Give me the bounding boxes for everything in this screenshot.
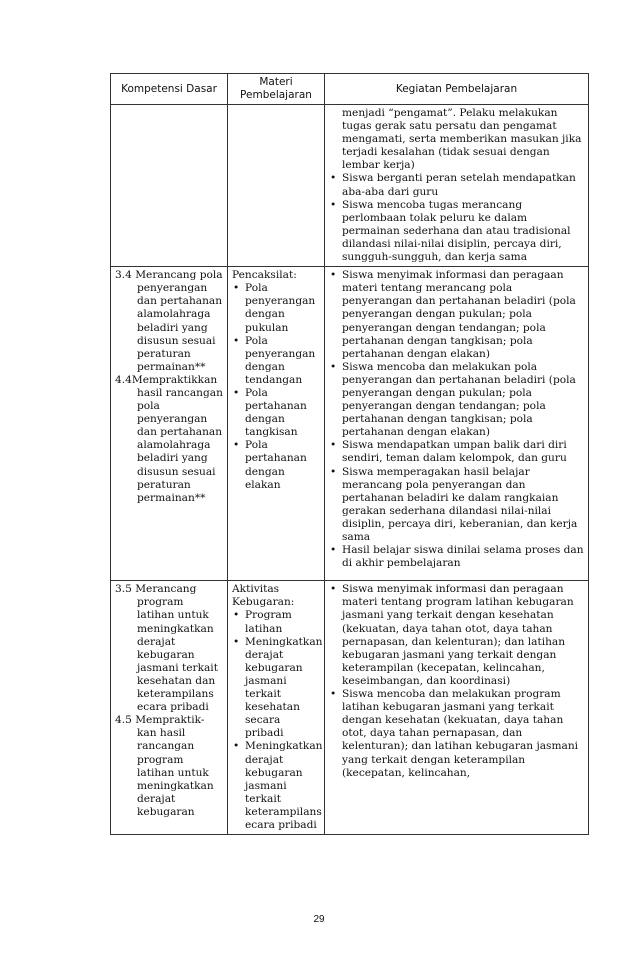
header-kegiatan-pembelajaran: Kegiatan Pembelajaran — [325, 74, 589, 105]
kd-list — [115, 583, 223, 819]
header-kompetensi-dasar: Kompetensi Dasar — [111, 74, 228, 105]
list-item: • Pola pertahanan dengan tangkisan — [232, 387, 320, 439]
kegiatan-cell — [325, 267, 589, 581]
table-row — [111, 267, 589, 581]
table-row — [111, 581, 589, 835]
kd-cell — [111, 105, 228, 267]
list-item: • Meningkatkan derajat kebugaran jasmani terkait kesehatan secara pribadi — [232, 636, 320, 741]
list-item: • Siswa mencoba dan melakukan program latihan kebugaran jasmani yang terkait dengan kesehatan (kekuatan, daya tahan otot, daya tahan pernapasan, dan kelenturan); dan latihan kebugaran jasmani yang terkait dengan keterampilan (kecepatan, kelincahan, — [329, 688, 584, 780]
learning-activities-table — [110, 73, 589, 835]
materi-cell — [228, 581, 325, 835]
table-row — [111, 105, 589, 267]
list-item: • Hasil belajar siswa dinilai selama proses dan di akhir pembelajaran — [329, 544, 584, 570]
list-item: • Siswa mencoba tugas merancang perlombaan tolak peluru ke dalam permainan sederhana dan atau tradisional dilandasi nilai-nilai disiplin, percaya diri, sungguh-sungguh, dan kerja sama — [329, 199, 584, 264]
kd-cell — [111, 581, 228, 835]
list-item: • Pola penyerangan dengan pukulan — [232, 282, 320, 334]
list-item: • Siswa memperagakan hasil belajar merancang pola penyerangan dan pertahanan beladiri ke dalam rangkaian gerakan sederhana dilandasi nilai-nilai disiplin, percaya diri, keberanian, dan kerja sama — [329, 466, 584, 545]
page-number: 29 — [313, 914, 325, 925]
list-item: • Siswa mencoba dan melakukan pola penyerangan dan pertahanan beladiri (pola penyerangan dengan pukulan; pola penyerangan dengan tendangan; pola pertahanan dengan tangkisan; pola pertahanan dengan elakan) — [329, 361, 584, 440]
kd-list — [115, 269, 223, 505]
activity-continuation: menjadi “pengamat”. Pelaku melakukan tugas gerak satu persatu dan pengamat mengamati, serta memberikan masukan jika terjadi kesalahan (tidak sesuai dengan lembar kerja) — [342, 107, 582, 172]
list-item: • Siswa menyimak informasi dan peragaan materi tentang merancang pola penyerangan dan pertahanan beladiri (pola penyerangan dengan pukulan; pola penyerangan dengan tendangan; pola pertahanan dengan tangkisan; pola pertahanan dengan elakan) — [329, 269, 584, 361]
kd-cell — [111, 267, 228, 581]
kegiatan-cell — [325, 581, 589, 835]
list-item: • Pola penyerangan dengan tendangan — [232, 335, 320, 387]
kd-item: 3.5 Merancang program latihan untuk meningkatkan derajat kebugaran jasmani terkait kesehatan dan keterampilans ecara pribadi — [115, 583, 218, 714]
kd-item: 4.4Mempraktikkan hasil rancangan pola penyerangan dan pertahanan alamolahraga beladiri yang disusun sesuai peraturan permainan** — [115, 373, 223, 504]
kegiatan-cell — [325, 105, 589, 267]
table-header-row — [111, 74, 589, 105]
materi-list — [232, 609, 323, 832]
activity-list — [329, 269, 584, 570]
materi-cell — [228, 267, 325, 581]
list-item: • Meningkatkan derajat kebugaran jasmani terkait keterampilans ecara pribadi — [232, 740, 320, 832]
list-item: • Program latihan — [232, 609, 320, 635]
materi-list — [232, 282, 320, 492]
list-item: • Siswa berganti peran setelah mendapatkan aba-aba dari guru — [329, 172, 584, 198]
list-item: • Siswa menyimak informasi dan peragaan materi tentang program latihan kebugaran jasmani yang terkait dengan kesehatan (kekuatan, daya tahan otot, daya tahan pernapasan, dan kelenturan); dan latihan kebugaran jasmani yang terkait dengan keterampilan (kecepatan, kelincahan, keseimbangan, dan koordinasi) — [329, 583, 584, 688]
materi-heading: Aktivitas Kebugaran: — [232, 583, 295, 609]
kd-item: 4.5 Mempraktik-kan hasil rancangan program latihan untuk meningkatkan derajat kebugaran — [115, 714, 214, 818]
list-item: • Pola pertahanan dengan elakan — [232, 439, 320, 491]
activity-list — [329, 172, 584, 264]
materi-cell — [228, 105, 325, 267]
kd-item: 3.4 Merancang pola penyerangan dan pertahanan alamolahraga beladiri yang disusun sesuai peraturan permainan** — [115, 269, 223, 373]
activity-list — [329, 583, 584, 779]
list-item: • Siswa mendapatkan umpan balik dari diri sendiri, teman dalam kelompok, dan guru — [329, 439, 584, 465]
header-materi-pembelajaran: Materi Pembelajaran — [228, 74, 325, 105]
materi-heading: Pencaksilat: — [232, 269, 297, 282]
